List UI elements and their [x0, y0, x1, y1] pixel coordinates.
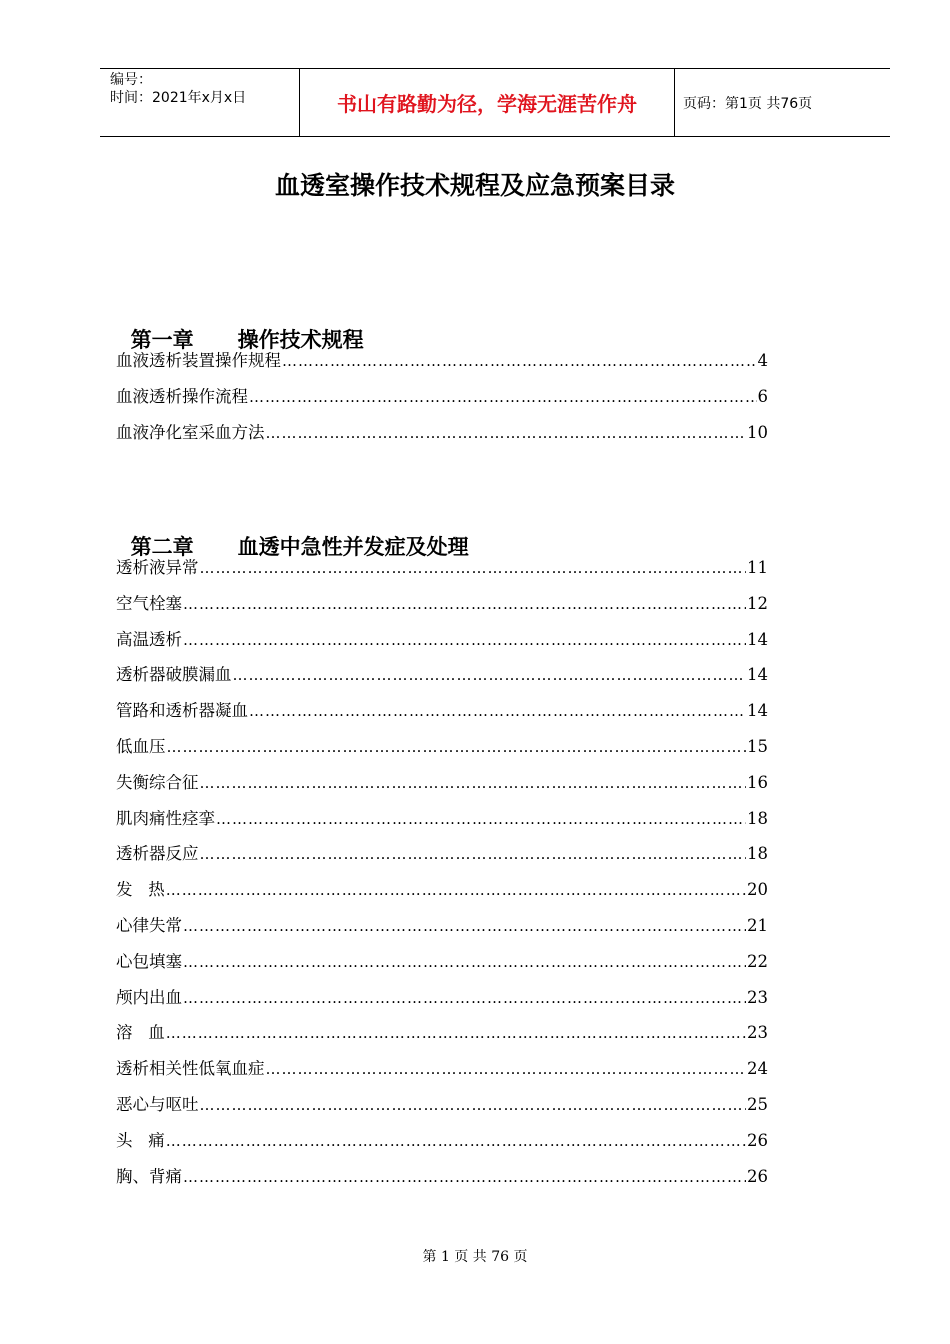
toc-leader-dots [167, 738, 747, 756]
toc-entry-label: 颅内出血 [116, 987, 182, 1007]
toc-leader-dots [183, 631, 746, 649]
toc-entry-label: 低血压 [116, 736, 166, 756]
toc-leader-dots [183, 1168, 746, 1186]
toc-entry-label: 血液净化室采血方法 [116, 422, 265, 442]
toc-entry-page: 20 [747, 880, 768, 900]
toc-entry-page: 16 [747, 772, 768, 792]
toc-entry-page: 18 [747, 808, 768, 828]
header-meta [100, 69, 300, 136]
document-title: 血透室操作技术规程及应急预案目录 [274, 171, 675, 200]
toc-entry-page: 22 [747, 951, 768, 971]
header-page-info: 页码：第1页 共76页 [683, 95, 813, 112]
toc-leader-dots [249, 702, 746, 720]
toc-entry-page: 14 [747, 629, 768, 649]
chapter-number: 第一章 [130, 328, 194, 352]
chapter-number: 第二章 [130, 535, 194, 559]
toc-leader-dots [200, 559, 747, 577]
toc-entry-label: 透析相关性低氧血症 [116, 1059, 265, 1079]
toc-entry-page: 4 [757, 351, 768, 370]
chapter-name: 血透中急性并发症及处理 [237, 535, 469, 559]
toc-leader-dots [200, 774, 747, 792]
toc-entry-page: 14 [747, 701, 768, 721]
toc-entry-page: 12 [747, 593, 768, 613]
toc-leader-dots [282, 352, 757, 370]
toc-entry-label: 胸、背痛 [116, 1166, 182, 1186]
toc-entry[interactable] [116, 1163, 768, 1199]
toc-entry[interactable] [116, 769, 768, 805]
toc-entry[interactable] [116, 876, 768, 912]
toc-entry-label: 透析液异常 [116, 558, 199, 577]
page-header [100, 68, 890, 137]
toc-entry[interactable] [116, 1019, 768, 1055]
toc-entry-page: 23 [747, 1023, 768, 1043]
toc-leader-dots [266, 1060, 747, 1078]
toc-entry[interactable] [116, 1127, 768, 1163]
toc-entry-page: 24 [747, 1059, 768, 1079]
toc-entry-label: 透析器破膜漏血 [116, 665, 232, 685]
toc-entry[interactable] [116, 733, 768, 769]
toc-entry[interactable] [116, 590, 768, 626]
toc-entry-label: 肌肉痛性痉挛 [116, 808, 215, 828]
toc-entry-label: 血液透析装置操作规程 [116, 351, 281, 370]
toc-entry-label: 发 热 [116, 880, 165, 900]
toc-entry-label: 心包填塞 [116, 951, 182, 971]
toc-entry[interactable] [116, 661, 768, 697]
toc-entry-page: 26 [747, 1130, 768, 1150]
toc-entry-label: 心律失常 [116, 915, 182, 935]
toc-entry[interactable] [116, 419, 768, 455]
toc-entry-page: 23 [747, 987, 768, 1007]
toc-entry[interactable] [116, 554, 768, 590]
toc-entry-label: 管路和透析器凝血 [116, 701, 248, 721]
toc-entry[interactable] [116, 1055, 768, 1091]
toc-leader-dots [166, 881, 746, 899]
toc-entry[interactable] [116, 626, 768, 662]
page-footer: 第 1 页 共 76 页 [422, 1249, 528, 1265]
toc-leader-dots [200, 1096, 747, 1114]
number-label: 编号： [110, 72, 152, 88]
toc-leader-dots [183, 953, 746, 971]
toc-entry-label: 溶 血 [116, 1023, 165, 1043]
toc-leader-dots [183, 917, 746, 935]
toc-entry-label: 恶心与呕吐 [116, 1094, 199, 1114]
toc-entry-page: 18 [747, 844, 768, 864]
toc-list [116, 347, 768, 454]
toc-entry-label: 高温透析 [116, 629, 182, 649]
toc-entry[interactable] [116, 697, 768, 733]
toc-leader-dots [249, 388, 757, 406]
toc-entry-page: 15 [747, 736, 768, 756]
toc-entry[interactable] [116, 805, 768, 841]
toc-entry-page: 11 [747, 558, 768, 577]
header-motto: 书山有路勤为径，学海无涯苦作舟 [300, 69, 675, 136]
toc-leader-dots [233, 666, 747, 684]
toc-leader-dots [200, 845, 747, 863]
toc-entry-page: 10 [747, 422, 768, 442]
toc-entry-label: 血液透析操作流程 [116, 386, 248, 406]
toc-entry-page: 25 [747, 1094, 768, 1114]
chapter-name: 操作技术规程 [237, 328, 364, 352]
toc-leader-dots [183, 989, 746, 1007]
toc-leader-dots [266, 424, 747, 442]
chapter-heading [116, 300, 364, 354]
toc-leader-dots [166, 1024, 746, 1042]
toc-entry-page: 21 [747, 915, 768, 935]
toc-entry-page: 6 [757, 386, 768, 406]
toc-entry[interactable] [116, 347, 768, 383]
toc-leader-dots [183, 595, 746, 613]
toc-entry[interactable] [116, 912, 768, 948]
toc-entry[interactable] [116, 984, 768, 1020]
toc-entry-page: 14 [747, 665, 768, 685]
time-label: 时间：2021年x月x日 [110, 90, 247, 106]
toc-entry-label: 头 痛 [116, 1130, 165, 1150]
toc-list [116, 554, 768, 1198]
toc-entry-label: 失衡综合征 [116, 772, 199, 792]
chapter-heading [116, 507, 469, 561]
toc-entry-label: 透析器反应 [116, 844, 199, 864]
toc-entry[interactable] [116, 1091, 768, 1127]
toc-entry[interactable] [116, 383, 768, 419]
toc-entry-page: 26 [747, 1166, 768, 1186]
toc-entry-label: 空气栓塞 [116, 593, 182, 613]
toc-entry[interactable] [116, 948, 768, 984]
toc-leader-dots [216, 810, 746, 828]
toc-leader-dots [166, 1132, 746, 1150]
toc-entry[interactable] [116, 840, 768, 876]
